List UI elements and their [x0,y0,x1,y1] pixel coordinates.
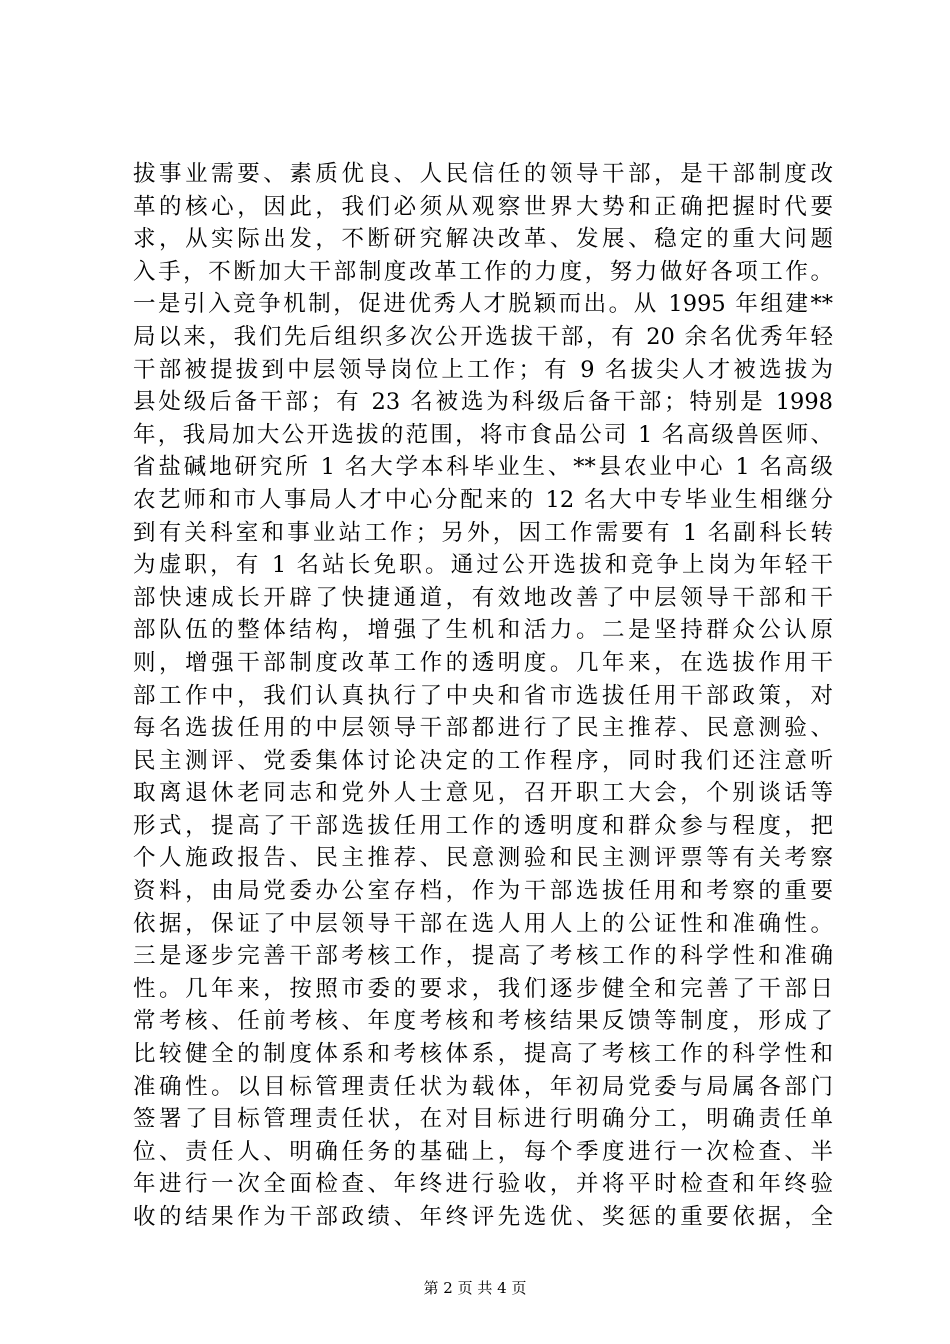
text-line: 位、责任人、明确任务的基础上，每个季度进行一次检查、半 [133,1138,833,1165]
text-line: 省盐碱地研究所 1 名大学本科毕业生、**县农业中心 1 名高级 [133,454,833,481]
text-line: 部队伍的整体结构，增强了生机和活力。二是坚持群众公认原 [133,617,833,644]
text-line: 部快速成长开辟了快捷通道，有效地改善了中层领导干部和干 [133,584,833,611]
text-line: 形式，提高了干部选拔任用工作的透明度和群众参与程度，把 [133,812,833,839]
text-line: 收的结果作为干部政绩、年终评先选优、奖惩的重要依据，全 [133,1204,833,1230]
text-line: 拔事业需要、素质优良、人民信任的领导干部，是干部制度改 [133,161,833,187]
page-footer: 第 2 页 共 4 页 [423,1279,527,1297]
text-line: 农艺师和市人事局人才中心分配来的 12 名大中专毕业生相继分 [133,486,833,513]
text-line: 取离退休老同志和党外人士意见，召开职工大会，个别谈话等 [133,780,833,807]
text-line: 每名选拔任用的中层领导干部都进行了民主推荐、民意测验、 [133,715,833,742]
text-line: 准确性。以目标管理责任状为载体，年初局党委与局属各部门 [133,1073,833,1100]
text-line: 年，我局加大公开选拔的范围，将市食品公司 1 名高级兽医师、 [133,421,833,448]
text-line: 一是引入竞争机制，促进优秀人才脱颖而出。从 1995 年组建** [133,291,833,318]
text-line: 常考核、任前考核、年度考核和考核结果反馈等制度，形成了 [133,1008,833,1035]
text-line: 求，从实际出发，不断研究解决改革、发展、稳定的重大问题 [133,226,833,253]
text-line: 比较健全的制度体系和考核体系，提高了考核工作的科学性和 [133,1041,833,1068]
text-line: 依据，保证了中层领导干部在选人用人上的公证性和准确性。 [133,910,833,937]
text-line: 签署了目标管理责任状，在对目标进行明确分工，明确责任单 [133,1106,833,1133]
text-line: 局以来，我们先后组织多次公开选拔干部，有 20 余名优秀年轻 [133,323,833,350]
text-line: 县处级后备干部；有 23 名被选为科级后备干部；特别是 1998 [133,389,833,416]
text-line: 干部被提拔到中层领导岗位上工作；有 9 名拔尖人才被选拔为 [133,356,833,383]
text-line: 则，增强干部制度改革工作的透明度。几年来，在选拔作用干 [133,649,833,676]
text-line: 性。几年来，按照市委的要求，我们逐步健全和完善了干部日 [133,975,833,1002]
text-line: 为虚职，有 1 名站长免职。通过公开选拔和竞争上岗为年轻干 [133,552,833,579]
text-line: 年进行一次全面检查、年终进行验收，并将平时检查和年终验 [133,1171,833,1198]
text-line: 到有关科室和事业站工作；另外，因工作需要有 1 名副科长转 [133,519,833,546]
text-line: 资料，由局党委办公室存档，作为干部选拔任用和考察的重要 [133,878,833,905]
text-line: 三是逐步完善干部考核工作，提高了考核工作的科学性和准确 [133,943,833,970]
text-line: 个人施政报告、民主推荐、民意测验和民主测评票等有关考察 [133,845,833,872]
text-line: 部工作中，我们认真执行了中央和省市选拔任用干部政策，对 [133,682,833,709]
body-text [133,158,833,1234]
text-line: 革的核心，因此，我们必须从观察世界大势和正确把握时代要 [133,193,833,220]
text-line: 民主测评、党委集体讨论决定的工作程序，同时我们还注意听 [133,747,833,774]
text-line: 入手，不断加大干部制度改革工作的力度，努力做好各项工作。 [133,258,833,285]
